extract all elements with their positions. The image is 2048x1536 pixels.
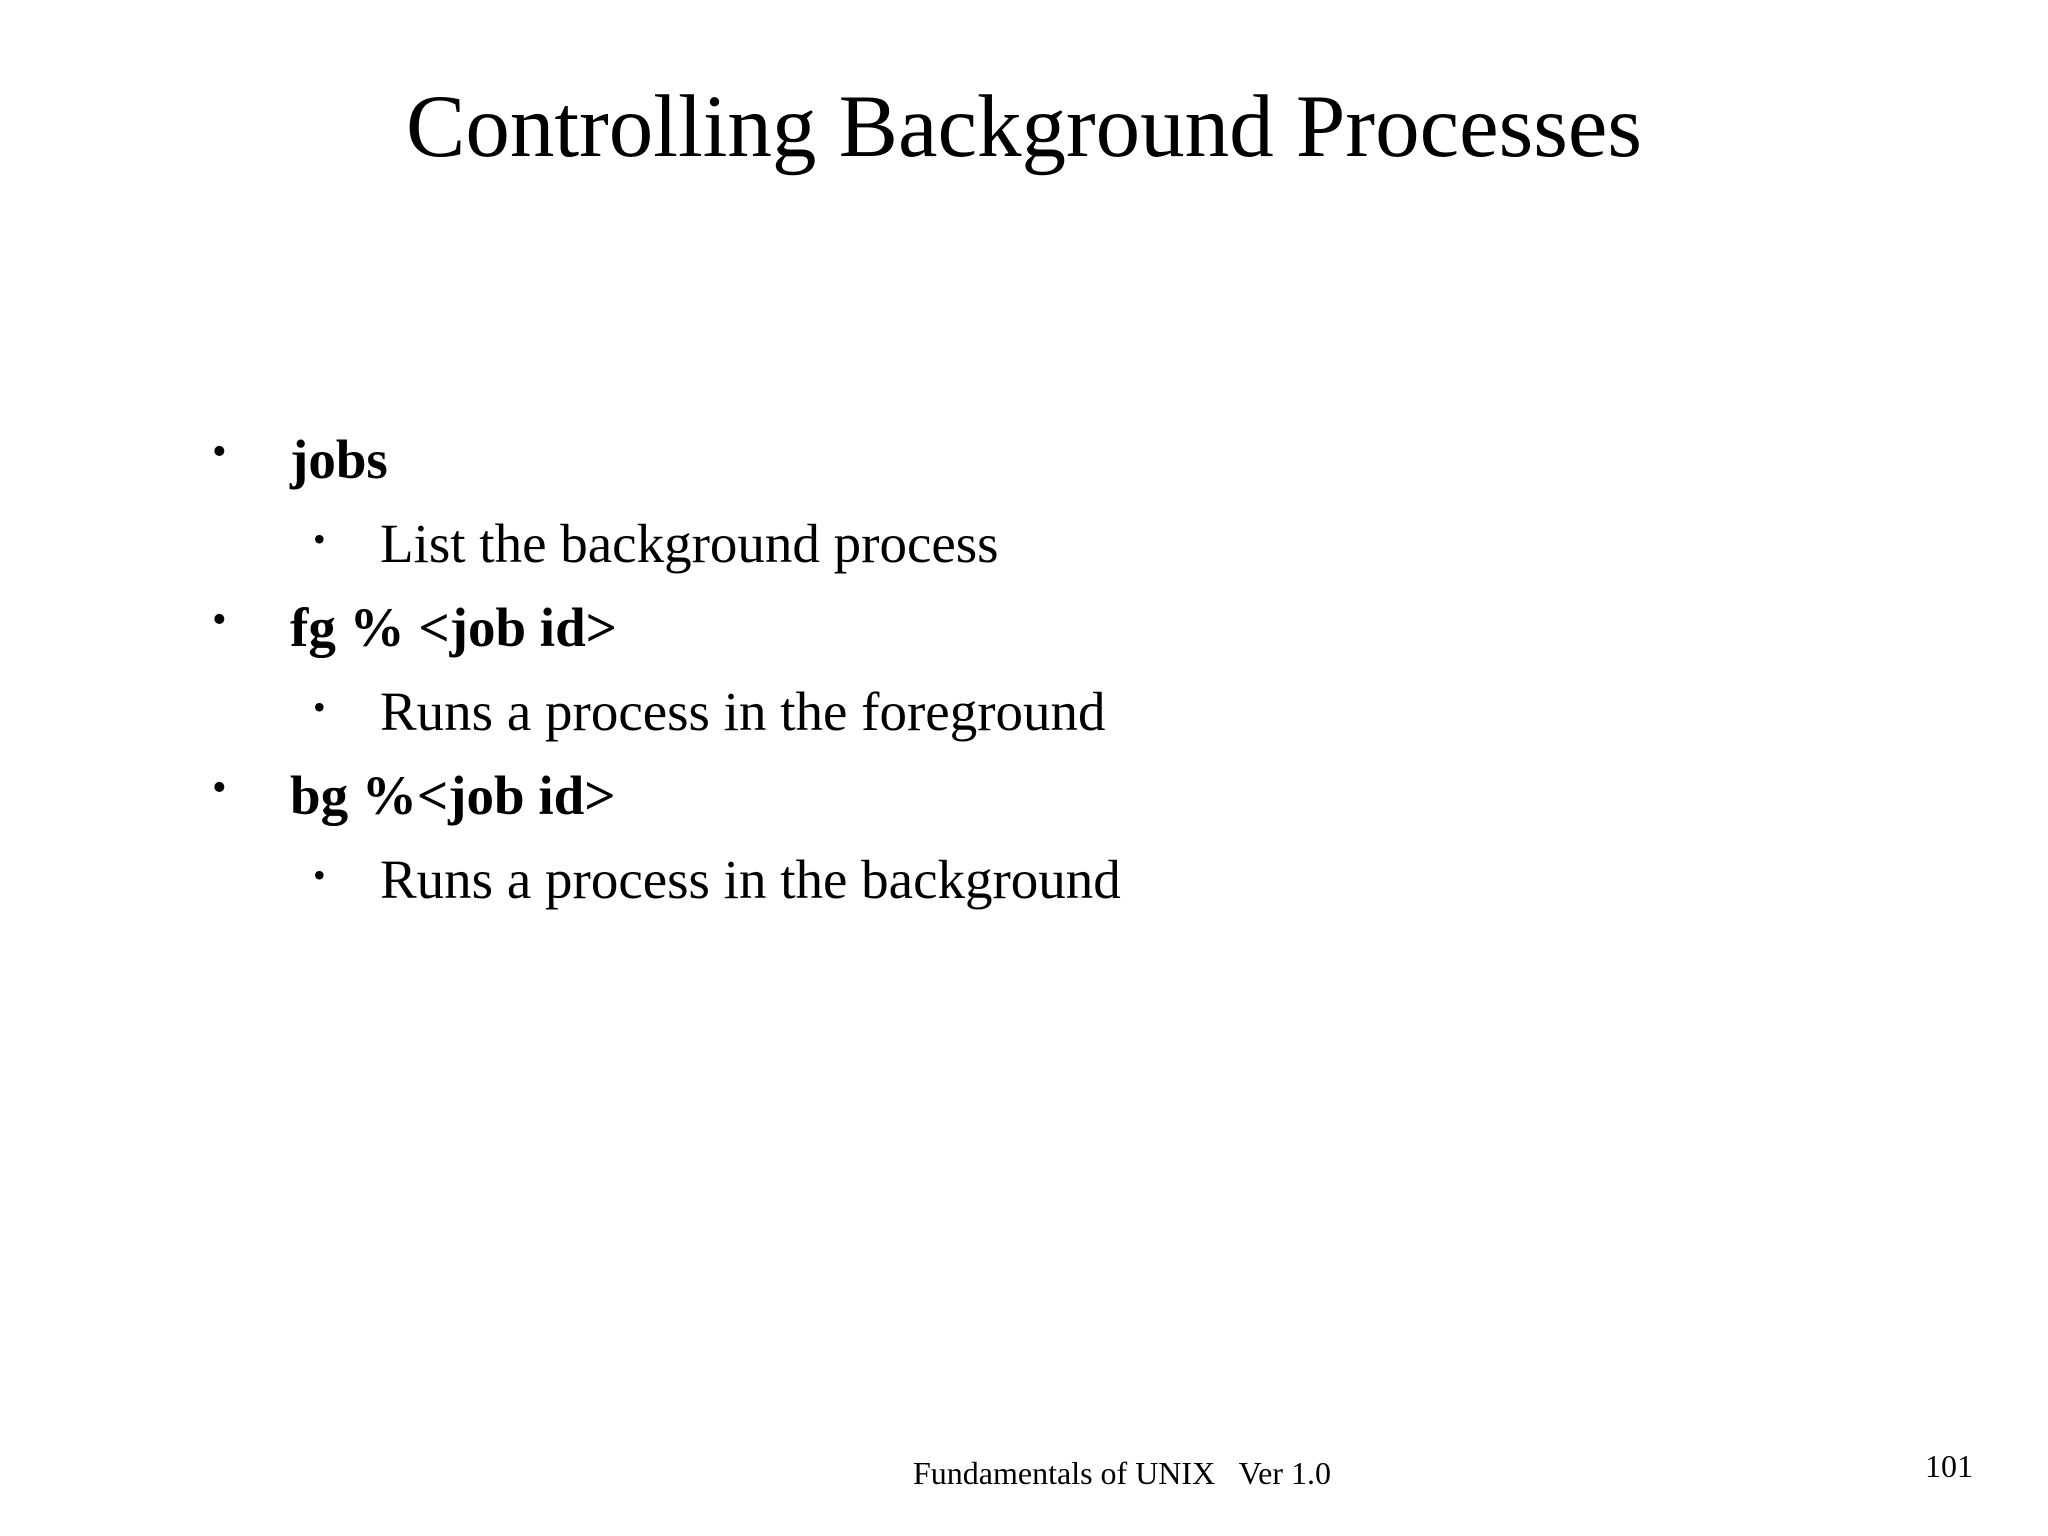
bullet-text: fg % <job id> (290, 597, 618, 658)
bullet-icon: • (313, 687, 326, 727)
bullet-text: Runs a process in the background (380, 849, 1121, 910)
bullet-icon: • (212, 429, 227, 475)
bullet-icon: • (313, 855, 326, 895)
page-number: 101 (1925, 1448, 1973, 1484)
bullet-text: List the background process (380, 513, 999, 574)
slide-footer: Fundamentals of UNIX Ver 1.0 (913, 1455, 1332, 1491)
bullet-text: bg %<job id> (290, 765, 616, 826)
bullet-icon: • (212, 597, 227, 643)
bullet-text: jobs (290, 429, 388, 490)
bullet-icon: • (313, 519, 326, 559)
bullet-icon: • (212, 765, 227, 811)
slide-title: Controlling Background Processes (406, 78, 1642, 176)
bullet-text: Runs a process in the foreground (380, 681, 1106, 742)
